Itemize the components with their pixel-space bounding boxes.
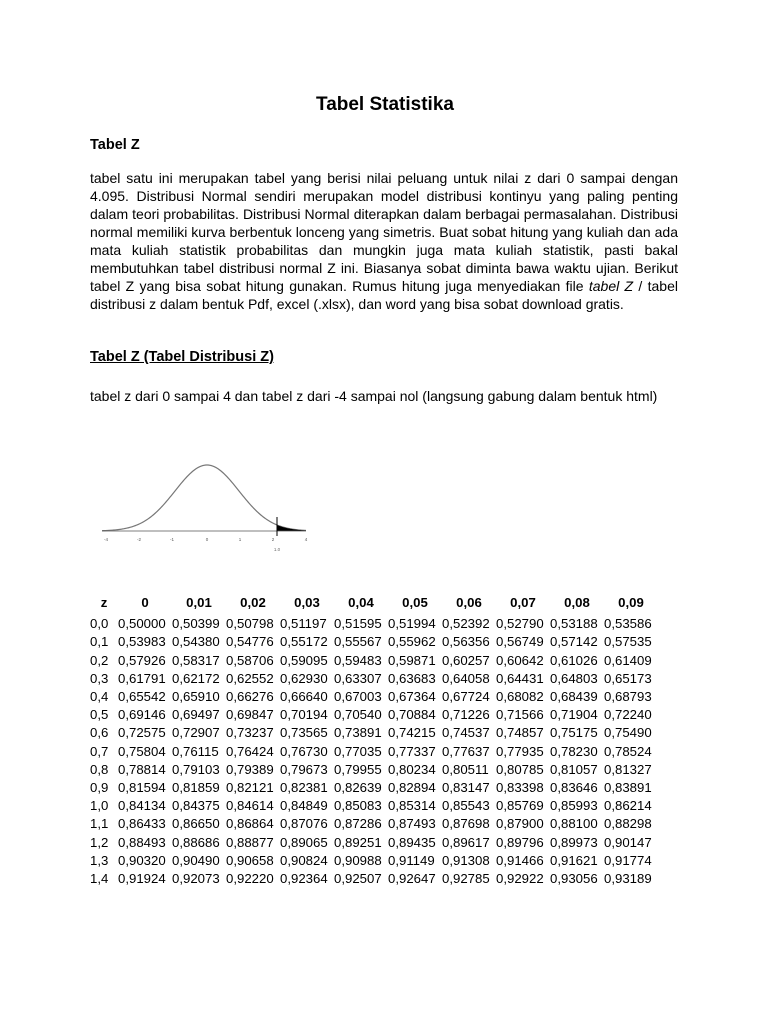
z-row-label: 1,2 — [90, 834, 109, 850]
probability-cell: 0,90147 — [604, 834, 652, 850]
section-heading-tabel-z: Tabel Z — [90, 137, 140, 153]
page-title: Tabel Statistika — [316, 94, 454, 115]
probability-cell: 0,65542 — [118, 689, 166, 705]
probability-cell: 0,81859 — [172, 780, 220, 796]
probability-cell: 0,83398 — [496, 780, 544, 796]
probability-cell: 0,86650 — [172, 816, 220, 832]
z-row-label: 0,2 — [90, 652, 109, 668]
probability-cell: 0,92922 — [496, 871, 544, 887]
section-heading-tabel-distribusi: Tabel Z (Tabel Distribusi Z) — [90, 349, 274, 365]
probability-cell: 0,61026 — [550, 652, 598, 668]
probability-cell: 0,71566 — [496, 707, 544, 723]
probability-cell: 0,63307 — [334, 670, 382, 686]
z-table — [90, 594, 658, 888]
z-row-label: 0,8 — [90, 761, 109, 777]
probability-cell: 0,51994 — [388, 616, 436, 632]
probability-cell: 0,90988 — [334, 852, 382, 868]
probability-cell: 0,83646 — [550, 780, 598, 796]
probability-cell: 0,89251 — [334, 834, 382, 850]
probability-cell: 0,66640 — [280, 689, 328, 705]
probability-cell: 0,53983 — [118, 634, 166, 650]
table-row — [90, 743, 658, 761]
probability-cell: 0,81594 — [118, 780, 166, 796]
z-table-header-cell: 0,01 — [186, 595, 212, 610]
z-marker-label: 1.0 — [273, 547, 281, 552]
probability-cell: 0,85314 — [388, 798, 436, 814]
probability-cell: 0,87076 — [280, 816, 328, 832]
probability-cell: 0,87698 — [442, 816, 490, 832]
probability-cell: 0,74215 — [388, 725, 436, 741]
probability-cell: 0,70194 — [280, 707, 328, 723]
probability-cell: 0,57142 — [550, 634, 598, 650]
probability-cell: 0,83147 — [442, 780, 490, 796]
axis-tick-label: -1 — [169, 537, 175, 542]
probability-cell: 0,70884 — [388, 707, 436, 723]
probability-cell: 0,73891 — [334, 725, 382, 741]
probability-cell: 0,65173 — [604, 670, 652, 686]
probability-cell: 0,84375 — [172, 798, 220, 814]
table-row — [90, 652, 658, 670]
probability-cell: 0,50798 — [226, 616, 274, 632]
probability-cell: 0,72907 — [172, 725, 220, 741]
probability-cell: 0,91621 — [550, 852, 598, 868]
probability-cell: 0,87493 — [388, 816, 436, 832]
probability-cell: 0,69847 — [226, 707, 274, 723]
probability-cell: 0,64431 — [496, 670, 544, 686]
probability-cell: 0,73237 — [226, 725, 274, 741]
probability-cell: 0,75175 — [550, 725, 598, 741]
probability-cell: 0,68793 — [604, 689, 652, 705]
probability-cell: 0,92364 — [280, 871, 328, 887]
probability-cell: 0,55172 — [280, 634, 328, 650]
probability-cell: 0,90658 — [226, 852, 274, 868]
axis-tick-label: 2 — [271, 537, 275, 542]
probability-cell: 0,77935 — [496, 743, 544, 759]
probability-cell: 0,79389 — [226, 761, 274, 777]
z-table-header-cell: 0,08 — [564, 595, 590, 610]
probability-cell: 0,64803 — [550, 670, 598, 686]
probability-cell: 0,91308 — [442, 852, 490, 868]
probability-cell: 0,62930 — [280, 670, 328, 686]
z-row-label: 0,9 — [90, 780, 109, 796]
probability-cell: 0,58706 — [226, 652, 274, 668]
probability-cell: 0,74857 — [496, 725, 544, 741]
probability-cell: 0,89065 — [280, 834, 328, 850]
probability-cell: 0,76424 — [226, 743, 274, 759]
z-row-label: 0,3 — [90, 670, 109, 686]
probability-cell: 0,92647 — [388, 871, 436, 887]
z-table-header-cell: 0,07 — [510, 595, 536, 610]
probability-cell: 0,81057 — [550, 761, 598, 777]
table-row — [90, 670, 658, 688]
probability-cell: 0,78230 — [550, 743, 598, 759]
probability-cell: 0,67724 — [442, 689, 490, 705]
z-row-label: 0,1 — [90, 634, 109, 650]
probability-cell: 0,84614 — [226, 798, 274, 814]
probability-cell: 0,78814 — [118, 761, 166, 777]
axis-ticks — [104, 537, 308, 542]
table-row — [90, 761, 658, 779]
probability-cell: 0,59871 — [388, 652, 436, 668]
axis-tick-label: 1 — [238, 537, 242, 542]
probability-cell: 0,72575 — [118, 725, 166, 741]
probability-cell: 0,75804 — [118, 743, 166, 759]
probability-cell: 0,76730 — [280, 743, 328, 759]
table-row — [90, 706, 658, 724]
z-row-label: 1,1 — [90, 816, 109, 832]
probability-cell: 0,93056 — [550, 871, 598, 887]
probability-cell: 0,90320 — [118, 852, 166, 868]
probability-cell: 0,85993 — [550, 798, 598, 814]
z-row-label: 0,4 — [90, 689, 109, 705]
probability-cell: 0,87286 — [334, 816, 382, 832]
table-row — [90, 724, 658, 742]
probability-cell: 0,89435 — [388, 834, 436, 850]
probability-cell: 0,69146 — [118, 707, 166, 723]
probability-cell: 0,59095 — [280, 652, 328, 668]
bell-curve-path — [102, 465, 306, 531]
table-row — [90, 615, 658, 633]
probability-cell: 0,91924 — [118, 871, 166, 887]
probability-cell: 0,91466 — [496, 852, 544, 868]
probability-cell: 0,91774 — [604, 852, 652, 868]
distribution-paragraph: tabel z dari 0 sampai 4 dan tabel z dari -4 sampai nol (langsung gabung dalam bentuk html) — [90, 388, 658, 404]
probability-cell: 0,68082 — [496, 689, 544, 705]
table-row — [90, 834, 658, 852]
probability-cell: 0,90490 — [172, 852, 220, 868]
z-table-header-cell: 0,02 — [240, 595, 266, 610]
probability-cell: 0,51595 — [334, 616, 382, 632]
probability-cell: 0,54776 — [226, 634, 274, 650]
z-row-label: 1,3 — [90, 852, 109, 868]
probability-cell: 0,84134 — [118, 798, 166, 814]
table-row — [90, 852, 658, 870]
probability-cell: 0,88298 — [604, 816, 652, 832]
intro-text-a: tabel satu ini merupakan tabel yang berisi nilai peluang untuk nilai z dari 0 sampai dengan 4.095. Distribusi Normal sendiri merupakan model distribusi kontinyu yang paling penting dalam teori probabilitas. Distribusi Normal diterapkan dalam berbagai permasalahan. Distribusi normal memiliki kurva berbentuk lonceng yang simetris. Buat sobat hitung yang kuliah dan ada mata kuliah statistik probabilitas dan mungkin juga mata kuliah statistik, pasti bakal membutuhkan tabel distribusi normal Z ini. Biasanya sobat diminta bawa waktu ujian. Berikut tabel Z yang bisa sobat hitung gunakan. Rumus hitung juga menyediakan file — [90, 170, 678, 294]
probability-cell: 0,80511 — [442, 761, 489, 777]
probability-cell: 0,71226 — [442, 707, 490, 723]
z-table-header-cell: 0,09 — [618, 595, 644, 610]
probability-cell: 0,77337 — [388, 743, 436, 759]
intro-text-b: / tabel distribusi z dalam bentuk Pdf, excel (.xlsx), dan word yang bisa sobat download gratis. — [90, 278, 678, 312]
axis-tick-label: -4 — [103, 537, 109, 542]
axis-tick-label: 0 — [205, 537, 209, 542]
probability-cell: 0,92220 — [226, 871, 274, 887]
probability-cell: 0,79673 — [280, 761, 328, 777]
probability-cell: 0,59483 — [334, 652, 382, 668]
probability-cell: 0,56356 — [442, 634, 490, 650]
probability-cell: 0,88100 — [550, 816, 598, 832]
probability-cell: 0,50399 — [172, 616, 220, 632]
probability-cell: 0,62552 — [226, 670, 274, 686]
probability-cell: 0,87900 — [496, 816, 544, 832]
probability-cell: 0,69497 — [172, 707, 220, 723]
normal-curve-figure — [92, 447, 314, 557]
table-row — [90, 815, 658, 833]
table-row — [90, 688, 658, 706]
table-row — [90, 870, 658, 888]
z-table-header-row — [90, 594, 658, 615]
probability-cell: 0,64058 — [442, 670, 490, 686]
probability-cell: 0,72240 — [604, 707, 652, 723]
probability-cell: 0,70540 — [334, 707, 382, 723]
z-row-label: 0,6 — [90, 725, 109, 741]
probability-cell: 0,86864 — [226, 816, 274, 832]
probability-cell: 0,57926 — [118, 652, 166, 668]
probability-cell: 0,81327 — [604, 761, 652, 777]
table-row — [90, 633, 658, 651]
probability-cell: 0,78524 — [604, 743, 652, 759]
z-row-label: 0,7 — [90, 743, 109, 759]
probability-cell: 0,83891 — [604, 780, 652, 796]
probability-cell: 0,89617 — [442, 834, 490, 850]
probability-cell: 0,61409 — [604, 652, 652, 668]
probability-cell: 0,91149 — [388, 852, 435, 868]
z-table-header-cell: 0,03 — [294, 595, 320, 610]
probability-cell: 0,82121 — [226, 780, 274, 796]
z-row-label: 0,0 — [90, 616, 109, 632]
probability-cell: 0,52790 — [496, 616, 544, 632]
probability-cell: 0,73565 — [280, 725, 328, 741]
probability-cell: 0,67364 — [388, 689, 436, 705]
probability-cell: 0,92785 — [442, 871, 490, 887]
intro-text-em: tabel Z — [588, 278, 634, 294]
probability-cell: 0,67003 — [334, 689, 382, 705]
probability-cell: 0,65910 — [172, 689, 220, 705]
z-table-body — [90, 615, 658, 888]
probability-cell: 0,61791 — [118, 670, 166, 686]
probability-cell: 0,63683 — [388, 670, 436, 686]
probability-cell: 0,60642 — [496, 652, 544, 668]
probability-cell: 0,79103 — [172, 761, 220, 777]
probability-cell: 0,93189 — [604, 871, 652, 887]
probability-cell: 0,82639 — [334, 780, 382, 796]
probability-cell: 0,92073 — [172, 871, 220, 887]
probability-cell: 0,84849 — [280, 798, 328, 814]
probability-cell: 0,53188 — [550, 616, 598, 632]
probability-cell: 0,88877 — [226, 834, 274, 850]
probability-cell: 0,55962 — [388, 634, 436, 650]
probability-cell: 0,90824 — [280, 852, 328, 868]
z-row-label: 0,5 — [90, 707, 109, 723]
probability-cell: 0,85769 — [496, 798, 544, 814]
probability-cell: 0,86214 — [604, 798, 652, 814]
z-table-header-cell: 0 — [141, 595, 149, 610]
probability-cell: 0,80234 — [388, 761, 436, 777]
probability-cell: 0,86433 — [118, 816, 166, 832]
table-row — [90, 797, 658, 815]
probability-cell: 0,79955 — [334, 761, 382, 777]
probability-cell: 0,54380 — [172, 634, 220, 650]
probability-cell: 0,57535 — [604, 634, 652, 650]
z-table-header-cell: 0,05 — [402, 595, 428, 610]
probability-cell: 0,52392 — [442, 616, 490, 632]
z-table-header-cell: 0,06 — [456, 595, 482, 610]
probability-cell: 0,55567 — [334, 634, 382, 650]
z-table-header-cell: z — [100, 595, 108, 610]
probability-cell: 0,77035 — [334, 743, 382, 759]
axis-tick-label: 4 — [304, 537, 308, 542]
probability-cell: 0,60257 — [442, 652, 490, 668]
probability-cell: 0,53586 — [604, 616, 652, 632]
probability-cell: 0,50000 — [118, 616, 166, 632]
z-row-label: 1,0 — [90, 798, 109, 814]
probability-cell: 0,85083 — [334, 798, 382, 814]
probability-cell: 0,62172 — [172, 670, 220, 686]
probability-cell: 0,88686 — [172, 834, 220, 850]
z-row-label: 1,4 — [90, 871, 109, 887]
probability-cell: 0,89973 — [550, 834, 598, 850]
probability-cell: 0,82894 — [388, 780, 436, 796]
probability-cell: 0,58317 — [172, 652, 220, 668]
probability-cell: 0,68439 — [550, 689, 598, 705]
normal-curve-svg — [92, 447, 314, 557]
probability-cell: 0,82381 — [280, 780, 328, 796]
z-table-header-cell: 0,04 — [348, 595, 374, 610]
probability-cell: 0,85543 — [442, 798, 490, 814]
probability-cell: 0,51197 — [280, 616, 327, 632]
probability-cell: 0,75490 — [604, 725, 652, 741]
axis-tick-label: -2 — [136, 537, 142, 542]
table-row — [90, 779, 658, 797]
probability-cell: 0,88493 — [118, 834, 166, 850]
intro-paragraph — [90, 169, 678, 313]
probability-cell: 0,80785 — [496, 761, 544, 777]
probability-cell: 0,89796 — [496, 834, 544, 850]
probability-cell: 0,56749 — [496, 634, 544, 650]
probability-cell: 0,76115 — [172, 743, 219, 759]
probability-cell: 0,77637 — [442, 743, 490, 759]
probability-cell: 0,66276 — [226, 689, 274, 705]
probability-cell: 0,71904 — [550, 707, 598, 723]
probability-cell: 0,74537 — [442, 725, 490, 741]
probability-cell: 0,92507 — [334, 871, 382, 887]
